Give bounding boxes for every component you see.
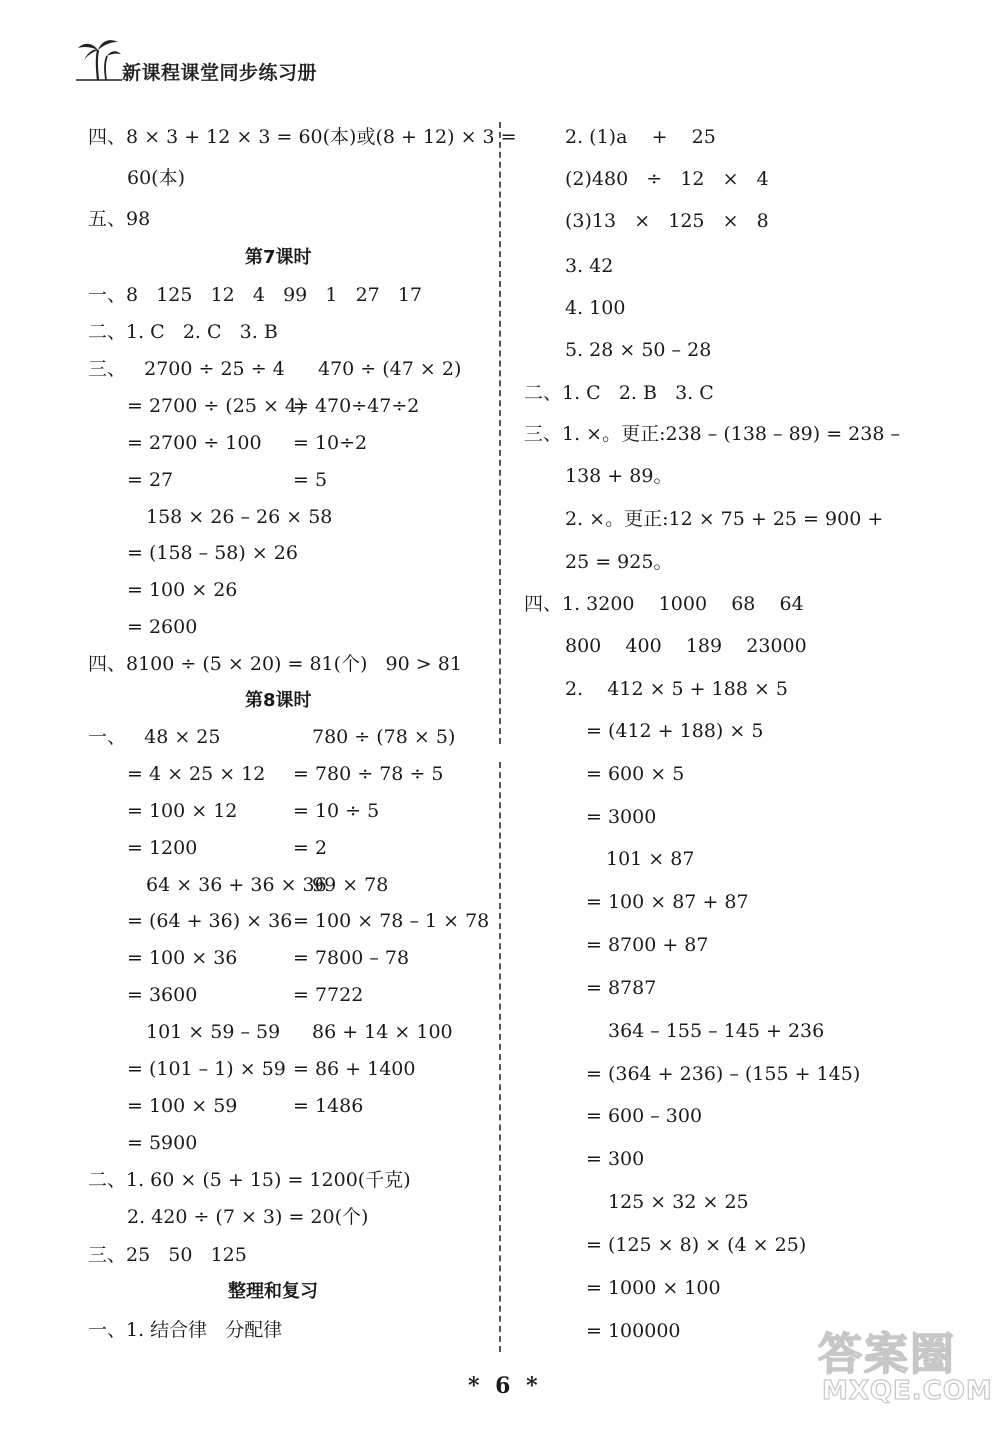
palm-tree-icon: [76, 36, 122, 82]
answer-line: (2)480 ÷ 12 × 4: [565, 168, 769, 190]
answer-line: 138 + 89。: [565, 465, 673, 487]
answer-line: 2. ×。更正:12 × 75 + 25 = 900 +: [565, 508, 884, 530]
answer-line: = (125 × 8) × (4 × 25): [586, 1234, 807, 1256]
answer-line: 四、1. 3200 1000 68 64: [524, 593, 804, 615]
answer-line: = 3600: [127, 984, 198, 1006]
answer-line: = 300: [586, 1148, 645, 1170]
answer-line: 125 × 32 × 25: [608, 1191, 749, 1213]
answer-line: = 100 × 78 – 1 × 78: [293, 910, 490, 932]
answer-line: = 780 ÷ 78 ÷ 5: [293, 763, 444, 785]
answer-line: 470 ÷ (47 × 2): [318, 358, 462, 380]
answer-line: 158 × 26 – 26 × 58: [146, 506, 333, 528]
answer-line: = (412 + 188) × 5: [586, 720, 764, 742]
answer-line: = 1200: [127, 837, 198, 859]
column-divider-bottom: [499, 762, 501, 1352]
answer-line: = (64 + 36) × 36: [127, 910, 293, 932]
answer-line: 三、 2700 ÷ 25 ÷ 4: [88, 358, 285, 380]
answer-line: 99 × 78: [312, 874, 389, 896]
answer-line: = 100 × 87 + 87: [586, 891, 749, 913]
answer-line: = 600 × 5: [586, 763, 685, 785]
answer-line: 二、1. C 2. C 3. B: [88, 321, 278, 343]
answer-line: (3)13 × 125 × 8: [565, 210, 769, 232]
answer-line: = 470÷47÷2: [293, 395, 420, 417]
answer-line: = 2: [293, 837, 328, 859]
answer-line: 64 × 36 + 36 × 36: [146, 874, 327, 896]
answer-line: = 7722: [293, 984, 364, 1006]
answer-line: 364 – 155 – 145 + 236: [608, 1020, 825, 1042]
answer-line: = 100 × 12: [127, 800, 238, 822]
watermark-logo-text: 答案圈: [818, 1329, 956, 1380]
answer-line: = (364 + 236) – (155 + 145): [586, 1063, 861, 1085]
answer-line: 四、8100 ÷ (5 × 20) = 81(个) 90 > 81: [88, 653, 462, 675]
answer-line: = 100 × 59: [127, 1095, 238, 1117]
answer-line: = 1486: [293, 1095, 364, 1117]
answer-line: = 1000 × 100: [586, 1277, 721, 1299]
answer-line: = 10 ÷ 5: [293, 800, 380, 822]
answer-line: 101 × 87: [606, 848, 695, 870]
answer-line: 101 × 59 – 59: [146, 1021, 281, 1043]
answer-line: = 100 × 26: [127, 579, 238, 601]
answer-line: 二、1. C 2. B 3. C: [524, 382, 714, 404]
answer-line: = 5900: [127, 1132, 198, 1154]
page-number: * 6 *: [468, 1373, 542, 1399]
answer-line: 一、 48 × 25: [88, 726, 221, 748]
answer-line: = (158 – 58) × 26: [127, 542, 298, 564]
watermark-url: MXQE.COM: [822, 1376, 993, 1406]
column-divider-top: [499, 122, 501, 744]
answer-line: 3. 42: [565, 255, 614, 277]
answer-line: = 10÷2: [293, 432, 368, 454]
answer-line: = (101 – 1) × 59: [127, 1058, 286, 1080]
answer-line: 三、1. ×。更正:238 – (138 – 89) = 238 –: [524, 423, 900, 445]
answer-line: = 7800 – 78: [293, 947, 410, 969]
answer-line: = 5: [293, 469, 328, 491]
answer-line: 五、98: [88, 208, 151, 230]
answer-line: = 2700 ÷ (25 × 4): [127, 395, 305, 417]
answer-line: 780 ÷ (78 × 5): [312, 726, 456, 748]
answer-line: = 4 × 25 × 12: [127, 763, 266, 785]
answer-line: = 27: [127, 469, 174, 491]
answer-line: = 8700 + 87: [586, 934, 709, 956]
section-heading: 整理和复习: [228, 1281, 318, 1302]
answer-line: 800 400 189 23000: [565, 635, 807, 657]
answer-line: = 8787: [586, 977, 657, 999]
answer-line: 4. 100: [565, 297, 626, 319]
answer-line: 86 + 14 × 100: [312, 1021, 453, 1043]
answer-line: 25 = 925。: [565, 551, 673, 573]
answer-line: = 600 – 300: [586, 1105, 703, 1127]
watermark: [818, 1318, 993, 1418]
page-header: [76, 36, 376, 86]
answer-line: 一、8 125 12 4 99 1 27 17: [88, 284, 423, 306]
answer-line: 2. 412 × 5 + 188 × 5: [565, 678, 788, 700]
answer-line: 二、1. 60 × (5 + 15) = 1200(千克): [88, 1169, 411, 1191]
answer-line: 四、8 × 3 + 12 × 3 = 60(本)或(8 + 12) × 3 =: [88, 126, 517, 148]
answer-line: = 100000: [586, 1320, 681, 1342]
answer-line: = 86 + 1400: [293, 1058, 416, 1080]
book-title: 新课程课堂同步练习册: [122, 62, 318, 84]
answer-line: 一、1. 结合律 分配律: [88, 1319, 283, 1341]
section-heading: 第7课时: [245, 247, 312, 268]
answer-line: = 2700 ÷ 100: [127, 432, 262, 454]
answer-line: 三、25 50 125: [88, 1244, 247, 1266]
section-heading: 第8课时: [245, 690, 312, 711]
answer-line: 2. (1)a + 25: [565, 126, 716, 148]
answer-line: = 100 × 36: [127, 947, 238, 969]
answer-line: = 2600: [127, 616, 198, 638]
answer-line: 60(本): [127, 167, 186, 189]
answer-line: 5. 28 × 50 – 28: [565, 339, 712, 361]
answer-line: 2. 420 ÷ (7 × 3) = 20(个): [127, 1206, 369, 1228]
answer-line: = 3000: [586, 806, 657, 828]
